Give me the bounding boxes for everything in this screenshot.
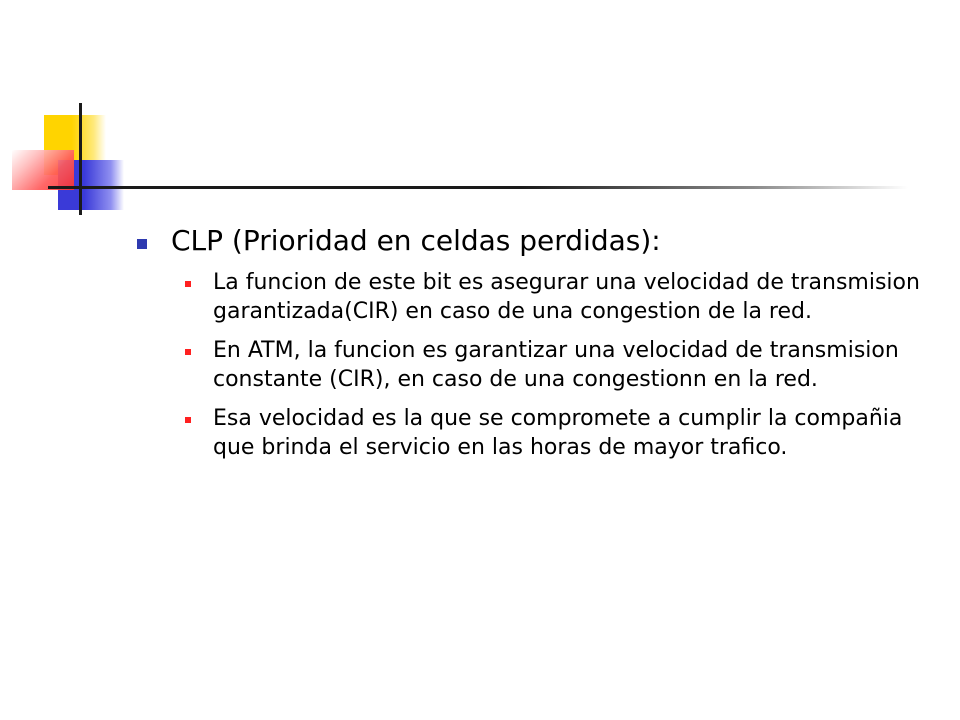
title-divider-line bbox=[48, 186, 908, 189]
main-bullet-item bbox=[135, 222, 925, 260]
slide-content bbox=[135, 222, 925, 472]
sub-bullet-item bbox=[135, 268, 925, 326]
decorative-red-square bbox=[12, 150, 74, 190]
square-bullet-icon bbox=[185, 417, 191, 423]
decorative-vertical-line bbox=[79, 103, 82, 215]
sub-bullet-text: La funcion de este bit es asegurar una velocidad de transmision garantizada(CIR) en caso de una congestion de la red. bbox=[213, 270, 920, 324]
square-bullet-icon bbox=[137, 239, 147, 249]
sub-bullet-list bbox=[135, 268, 925, 462]
sub-bullet-text: En ATM, la funcion es garantizar una velocidad de transmision constante (CIR), en caso de una congestionn en la red. bbox=[213, 338, 899, 392]
sub-bullet-text: Esa velocidad es la que se compromete a cumplir la compañia que brinda el servicio en las horas de mayor trafico. bbox=[213, 406, 903, 460]
main-bullet-text: CLP (Prioridad en celdas perdidas): bbox=[171, 224, 661, 257]
square-bullet-icon bbox=[185, 349, 191, 355]
sub-bullet-item bbox=[135, 404, 925, 462]
square-bullet-icon bbox=[185, 281, 191, 287]
sub-bullet-item bbox=[135, 336, 925, 394]
